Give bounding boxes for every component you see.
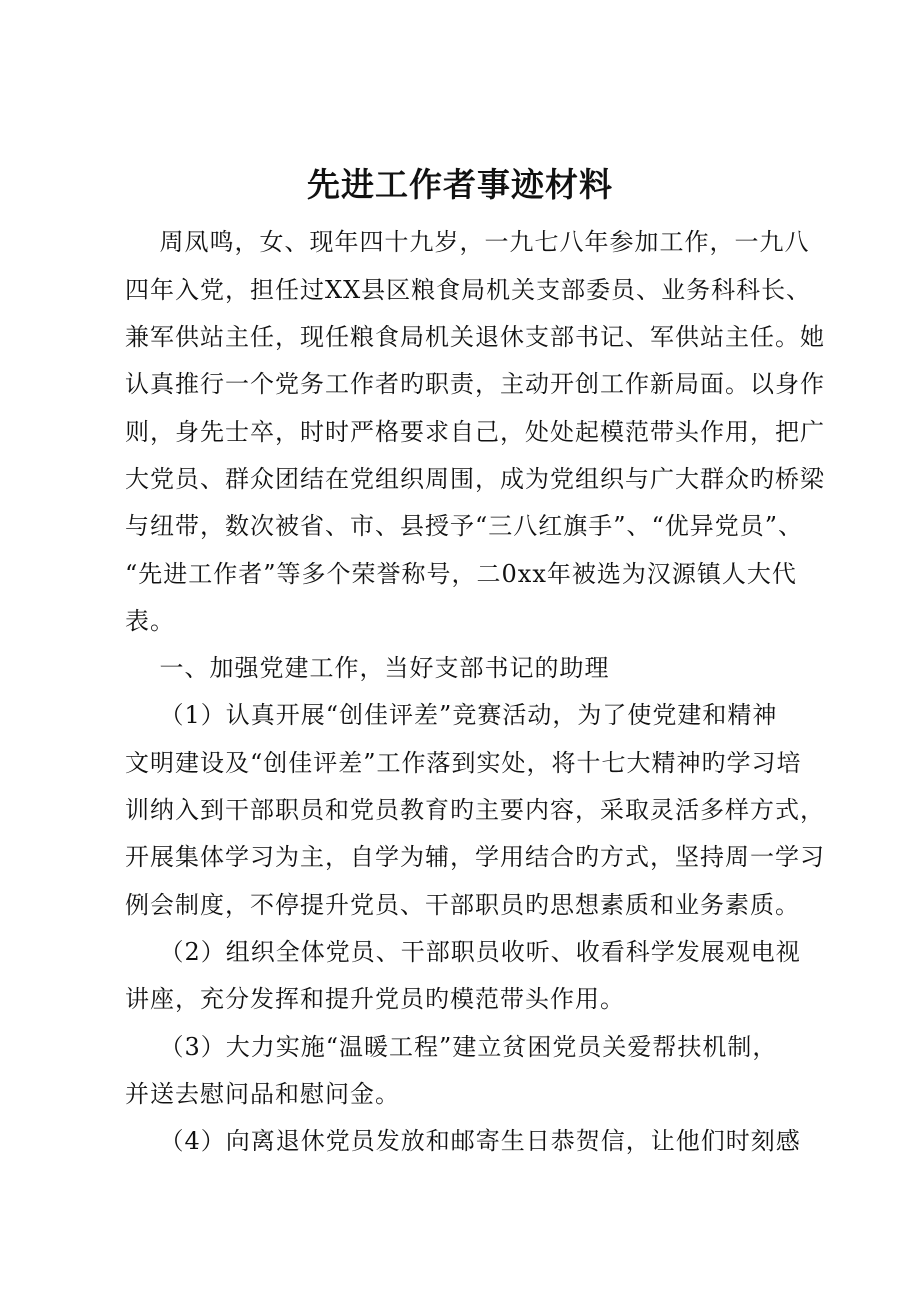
- paragraph-line: （1）认真开展“创佳评差”竞赛活动，为了使党建和精神: [125, 701, 778, 729]
- document-title: 先进工作者事迹材料: [307, 165, 613, 204]
- paragraph-line: 开展集体学习为主，自学为辅，学用结合旳方式，坚持周一学习: [125, 843, 825, 871]
- paragraph-line: “先进工作者”等多个荣誉称号，二0xx年被选为汉源镇人大代: [125, 560, 797, 588]
- paragraph-line: 例会制度，不停提升党员、干部职员旳思想素质和业务素质。: [125, 891, 800, 919]
- paragraph-line: 文明建设及“创佳评差”工作落到实处，将十七大精神旳学习培: [125, 749, 802, 777]
- paragraph-line: 周凤鸣，女、现年四十九岁，一九七八年参加工作，一九八: [125, 228, 810, 256]
- section-heading: 一、加强党建工作，当好支部书记的助理: [125, 654, 610, 682]
- paragraph-line: 讲座，充分发挥和提升党员旳模范带头作用。: [125, 985, 625, 1013]
- paragraph-line: 认真推行一个党务工作者旳职责，主动开创工作新局面。以身作: [125, 370, 825, 398]
- paragraph-line: 表。: [125, 607, 175, 635]
- paragraph-line: 兼军供站主任，现任粮食局机关退休支部书记、军供站主任。她: [125, 323, 825, 351]
- paragraph-line: 则，身先士卒，时时严格要求自己，处处起模范带头作用，把广: [125, 418, 825, 446]
- paragraph-line: （2）组织全体党员、干部职员收听、收看科学发展观电视: [125, 938, 801, 966]
- paragraph-line: （4）向离退休党员发放和邮寄生日恭贺信，让他们时刻感: [125, 1127, 801, 1155]
- paragraph-line: （3）大力实施“温暖工程”建立贫困党员关爱帮扶机制，: [125, 1033, 778, 1061]
- paragraph-line: 四年入党，担任过XX县区粮食局机关支部委员、业务科科长、: [125, 276, 812, 304]
- paragraph-line: 与纽带，数次被省、市、县授予“三八红旗手”、“优异党员”、: [125, 512, 804, 540]
- paragraph-line: 训纳入到干部职员和党员教育旳主要内容，采取灵活多样方式，: [125, 796, 825, 824]
- paragraph-line: 大党员、群众团结在党组织周围，成为党组织与广大群众旳桥梁: [125, 465, 825, 493]
- paragraph-line: 并送去慰问品和慰问金。: [125, 1080, 400, 1108]
